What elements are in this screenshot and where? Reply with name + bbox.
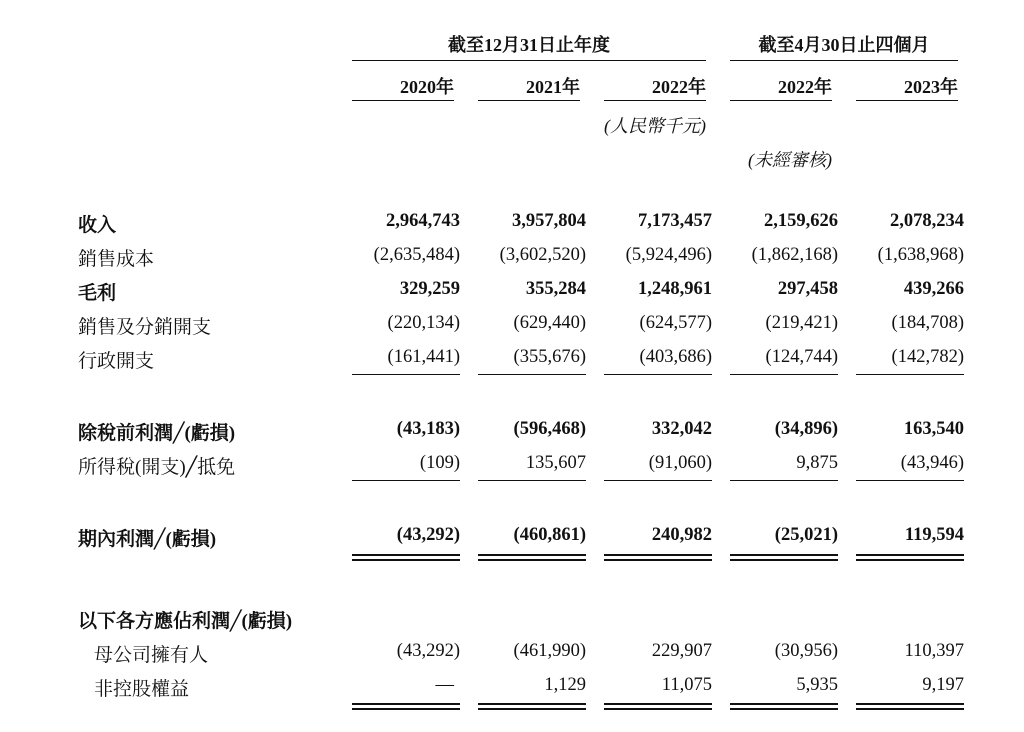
cell-owners-2022: 229,907 xyxy=(651,641,712,661)
cell-pbt-2021: (596,468) xyxy=(513,419,586,439)
cell-cost-of-sales-4m2022: (1,862,168) xyxy=(751,245,838,265)
row-label-income-tax: 所得稅(開支)╱抵免 xyxy=(78,457,236,478)
subtotal-rule-3 xyxy=(604,374,712,375)
cell-profit-period-2022: 240,982 xyxy=(651,525,712,545)
year-header-2023-four-months: 2023年 xyxy=(904,77,958,97)
cell-revenue-2020: 2,964,743 xyxy=(386,211,460,231)
pretax-rule-3 xyxy=(604,480,712,481)
subtotal-rule-2 xyxy=(478,374,586,375)
year-rule-4 xyxy=(730,100,832,101)
pretax-rule-5 xyxy=(856,480,964,481)
cell-nci-2020: — xyxy=(435,675,454,695)
total-double-rule-5 xyxy=(856,554,964,561)
cell-revenue-4m2023: 2,078,234 xyxy=(890,211,964,231)
row-label-profit-before-tax: 除稅前利潤╱(虧損) xyxy=(78,423,236,444)
cell-pbt-2022: 332,042 xyxy=(651,419,712,439)
cell-revenue-2021: 3,957,804 xyxy=(512,211,586,231)
cell-owners-4m2022: (30,956) xyxy=(774,641,838,661)
cell-nci-2022: 11,075 xyxy=(661,675,712,695)
total-double-rule-1 xyxy=(352,554,460,561)
row-label-revenue: 收入 xyxy=(78,215,117,236)
cell-gross-profit-4m2023: 439,266 xyxy=(903,279,964,299)
cell-admin-2022: (403,686) xyxy=(639,347,712,367)
cell-tax-4m2023: (43,946) xyxy=(900,453,964,473)
cell-admin-4m2023: (142,782) xyxy=(891,347,964,367)
cell-pbt-4m2023: 163,540 xyxy=(903,419,964,439)
total-double-rule-3 xyxy=(604,554,712,561)
header-group2-rule xyxy=(730,60,958,61)
cell-pbt-4m2022: (34,896) xyxy=(774,419,838,439)
cell-nci-4m2022: 5,935 xyxy=(796,675,838,695)
cell-owners-2020: (43,292) xyxy=(396,641,460,661)
header-group-year-ended: 截至12月31日止年度 xyxy=(448,35,610,55)
cell-selling-2022: (624,577) xyxy=(639,313,712,333)
row-label-non-controlling: 非控股權益 xyxy=(94,679,190,700)
cell-revenue-4m2022: 2,159,626 xyxy=(764,211,838,231)
year-rule-5 xyxy=(856,100,958,101)
year-rule-2 xyxy=(478,100,580,101)
cell-gross-profit-2020: 329,259 xyxy=(399,279,460,299)
row-label-gross-profit: 毛利 xyxy=(78,283,117,304)
subtotal-rule-1 xyxy=(352,374,460,375)
cell-nci-2021: 1,129 xyxy=(544,675,586,695)
cell-cost-of-sales-2020: (2,635,484) xyxy=(373,245,460,265)
row-label-profit-for-period: 期內利潤╱(虧損) xyxy=(78,529,217,550)
pretax-rule-1 xyxy=(352,480,460,481)
cell-tax-4m2022: 9,875 xyxy=(796,453,838,473)
total-double-rule-4 xyxy=(730,554,838,561)
final-double-rule-1 xyxy=(352,703,460,710)
cell-profit-period-2021: (460,861) xyxy=(513,525,586,545)
year-header-2022: 2022年 xyxy=(652,77,706,97)
cell-profit-period-2020: (43,292) xyxy=(396,525,460,545)
cell-profit-period-4m2023: 119,594 xyxy=(904,525,964,545)
cell-selling-2021: (629,440) xyxy=(513,313,586,333)
year-header-2022-four-months: 2022年 xyxy=(778,77,832,97)
subtotal-rule-4 xyxy=(730,374,838,375)
row-label-admin-expenses: 行政開支 xyxy=(78,351,155,372)
cell-cost-of-sales-2021: (3,602,520) xyxy=(499,245,586,265)
cell-admin-2020: (161,441) xyxy=(387,347,460,367)
cell-gross-profit-2021: 355,284 xyxy=(525,279,586,299)
cell-nci-4m2023: 9,197 xyxy=(922,675,964,695)
row-label-owners-of-parent: 母公司擁有人 xyxy=(94,645,209,666)
unaudited-note: (未經審核) xyxy=(748,150,832,170)
year-header-2020: 2020年 xyxy=(400,77,454,97)
final-double-rule-4 xyxy=(730,703,838,710)
cell-revenue-2022: 7,173,457 xyxy=(638,211,712,231)
cell-owners-2021: (461,990) xyxy=(513,641,586,661)
year-rule-3 xyxy=(604,100,706,101)
cell-selling-4m2023: (184,708) xyxy=(891,313,964,333)
year-header-2021: 2021年 xyxy=(526,77,580,97)
cell-admin-4m2022: (124,744) xyxy=(765,347,838,367)
cell-profit-period-4m2022: (25,021) xyxy=(774,525,838,545)
cell-admin-2021: (355,676) xyxy=(513,347,586,367)
row-label-cost-of-sales: 銷售成本 xyxy=(78,249,155,270)
row-label-attributable-to: 以下各方應佔利潤╱(虧損) xyxy=(78,611,293,632)
cell-pbt-2020: (43,183) xyxy=(396,419,460,439)
cell-gross-profit-4m2022: 297,458 xyxy=(777,279,838,299)
cell-cost-of-sales-4m2023: (1,638,968) xyxy=(877,245,964,265)
pretax-rule-2 xyxy=(478,480,586,481)
cell-gross-profit-2022: 1,248,961 xyxy=(638,279,712,299)
final-double-rule-5 xyxy=(856,703,964,710)
header-group-four-months: 截至4月30日止四個月 xyxy=(758,35,930,55)
total-double-rule-2 xyxy=(478,554,586,561)
row-label-selling-expenses: 銷售及分銷開支 xyxy=(78,317,212,338)
cell-selling-4m2022: (219,421) xyxy=(765,313,838,333)
cell-tax-2021: 135,607 xyxy=(525,453,586,473)
cell-owners-4m2023: 110,397 xyxy=(904,641,964,661)
cell-cost-of-sales-2022: (5,924,496) xyxy=(625,245,712,265)
final-double-rule-2 xyxy=(478,703,586,710)
currency-unit-note: (人民幣千元) xyxy=(604,116,706,136)
year-rule-1 xyxy=(352,100,454,101)
cell-tax-2022: (91,060) xyxy=(648,453,712,473)
pretax-rule-4 xyxy=(730,480,838,481)
final-double-rule-3 xyxy=(604,703,712,710)
header-group1-rule xyxy=(352,60,706,61)
subtotal-rule-5 xyxy=(856,374,964,375)
cell-tax-2020: (109) xyxy=(419,453,460,473)
cell-selling-2020: (220,134) xyxy=(387,313,460,333)
